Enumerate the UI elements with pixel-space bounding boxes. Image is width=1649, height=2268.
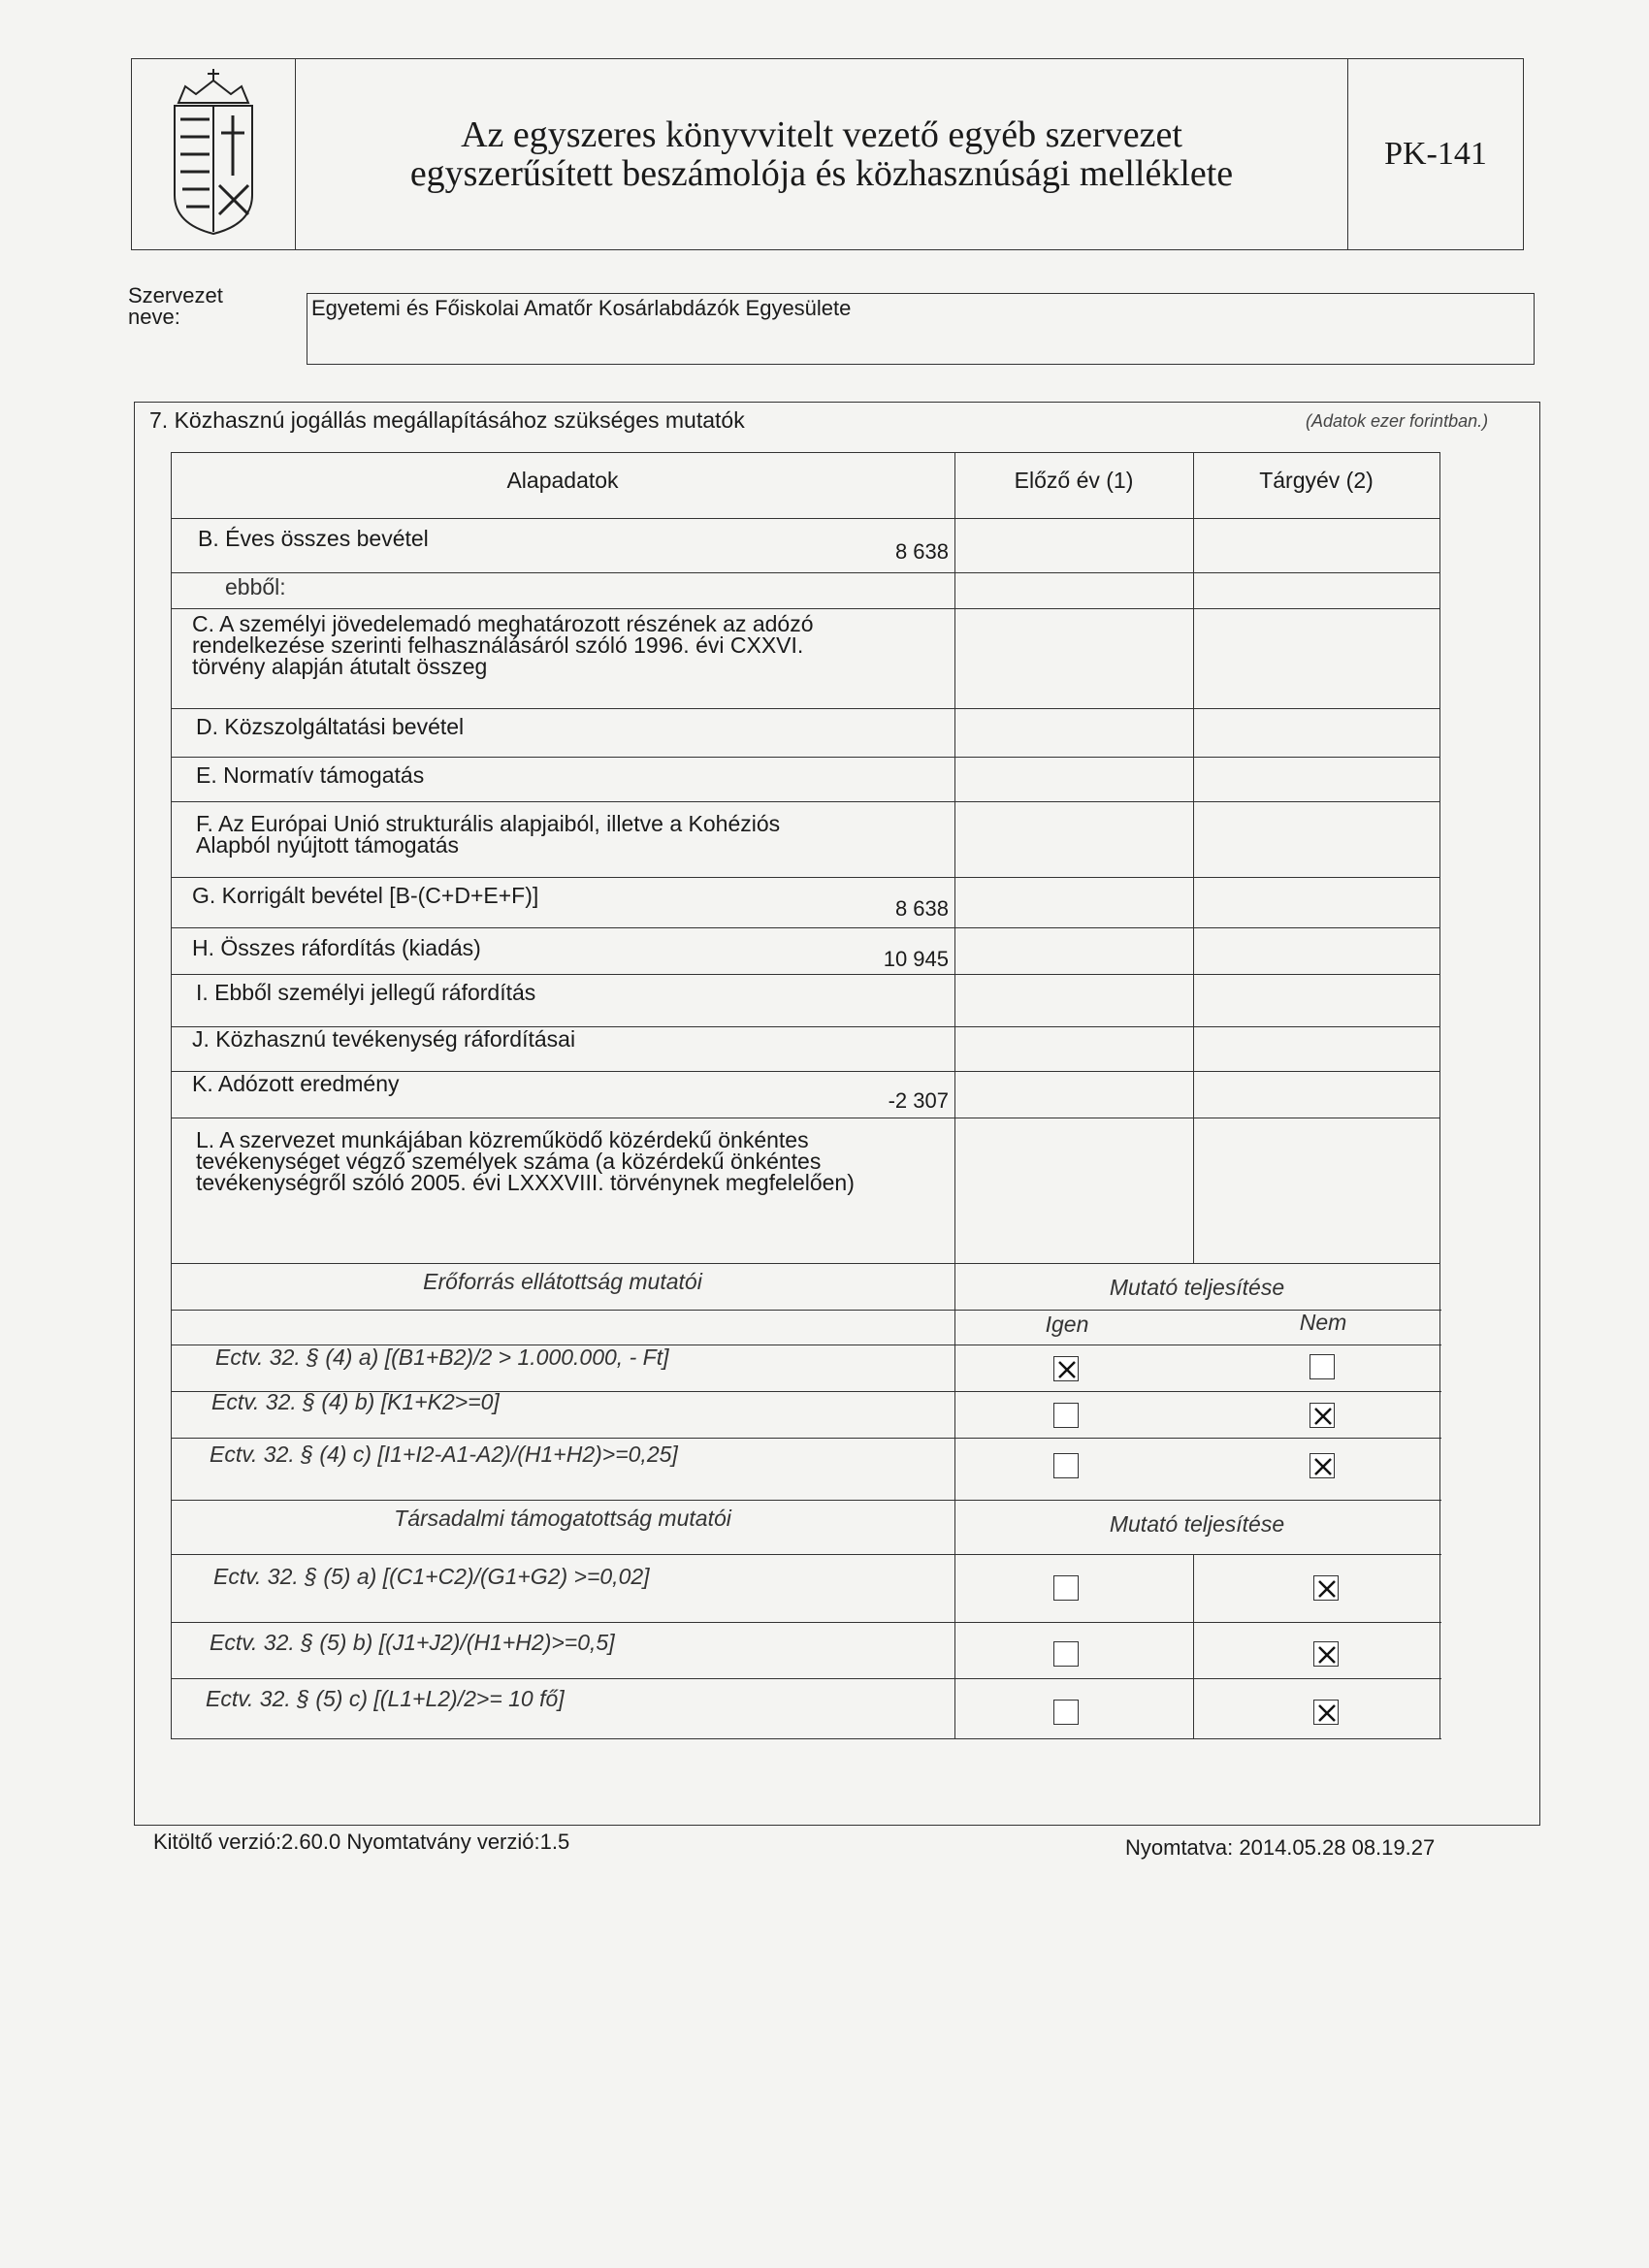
checkbox-resource-b-no[interactable] xyxy=(1310,1403,1335,1428)
checkbox-resource-c-yes[interactable] xyxy=(1053,1453,1079,1478)
resource-item-c-label: Ectv. 32. § (4) c) [I1+I2-A1-A2)/(H1+H2)>=0,25] xyxy=(210,1442,678,1467)
row-label-j: J. Közhasznú tevékenység ráfordításai xyxy=(192,1026,576,1052)
org-name-label: Szervezet neve: xyxy=(128,283,223,329)
row-value-k-prev[interactable]: -2 307 xyxy=(888,1088,949,1113)
col-header-base: Alapadatok xyxy=(506,468,619,493)
row-label-g: G. Korrigált bevétel [B-(C+D+E+F)] xyxy=(192,883,539,908)
form-title xyxy=(295,59,1348,249)
checkbox-resource-c-no[interactable] xyxy=(1310,1453,1335,1478)
row-label-f: F. Az Európai Unió strukturális alapjaiból, illetve a Kohéziós Alapból nyújtott támogatás xyxy=(196,811,781,858)
row-label-l: L. A szervezet munkájában közreműködő közérdekű önkéntes tevékenységet végző személyek száma (a közérdekű önkéntes tevékenységről szóló 2005. évi LXXXVIII. törvénynek megfelelően) xyxy=(196,1127,855,1195)
row-value-g-prev[interactable]: 8 638 xyxy=(894,896,949,921)
form-title-line2: egyszerűsített beszámolója és közhasznúsági melléklete xyxy=(409,153,1234,194)
form-title-line1: Az egyszeres könyvvitelt vezető egyéb szervezet xyxy=(461,114,1182,155)
footer-version: Kitöltő verzió:2.60.0 Nyomtatvány verzió:1.5 xyxy=(153,1830,570,1854)
no-header: Nem xyxy=(1299,1310,1347,1335)
footer-printed: Nyomtatva: 2014.05.28 08.19.27 xyxy=(1125,1835,1436,1860)
resource-item-a-label: Ectv. 32. § (4) a) [(B1+B2)/2 > 1.000.000, - Ft] xyxy=(215,1345,669,1370)
social-item-b-label: Ectv. 32. § (5) b) [(J1+J2)/(H1+H2)>=0,5] xyxy=(210,1630,615,1655)
checkbox-resource-a-no[interactable] xyxy=(1310,1354,1335,1379)
col-header-curr: Tárgyév (2) xyxy=(1259,468,1374,493)
row-label-b: B. Éves összes bevétel xyxy=(198,526,429,551)
row-label-i: I. Ebből személyi jellegű ráfordítás xyxy=(196,980,536,1005)
row-label-k: K. Adózott eredmény xyxy=(192,1071,400,1096)
section-title: 7. Közhasznú jogállás megállapításához szükséges mutatók xyxy=(149,407,745,433)
form-header xyxy=(131,58,1524,250)
col-header-prev: Előző év (1) xyxy=(1014,468,1134,493)
resource-item-b-label: Ectv. 32. § (4) b) [K1+K2>=0] xyxy=(211,1389,500,1414)
checkbox-resource-a-yes[interactable] xyxy=(1053,1356,1079,1381)
row-label-h: H. Összes ráfordítás (kiadás) xyxy=(192,935,481,960)
checkbox-social-c-yes[interactable] xyxy=(1053,1700,1079,1725)
form-code: PK-141 xyxy=(1347,59,1523,249)
checkbox-social-a-yes[interactable] xyxy=(1053,1575,1079,1601)
row-label-d: D. Közszolgáltatási bevétel xyxy=(196,714,465,739)
resource-result-header: Mutató teljesítése xyxy=(1109,1275,1285,1300)
section-unit-note: (Adatok ezer forintban.) xyxy=(1306,411,1489,431)
row-label-e: E. Normatív támogatás xyxy=(196,762,425,788)
social-result-header: Mutató teljesítése xyxy=(1109,1511,1285,1537)
yes-header: Igen xyxy=(1045,1312,1089,1337)
row-label-c: C. A személyi jövedelemadó meghatározott részének az adózó rendelkezése szerinti felhasználásáról szóló 1996. évi CXXVI. törvény alapján átutalt összeg xyxy=(192,611,814,679)
checkbox-social-b-yes[interactable] xyxy=(1053,1641,1079,1667)
social-header: Társadalmi támogatottság mutatói xyxy=(394,1506,731,1531)
checkbox-social-c-no[interactable] xyxy=(1313,1700,1339,1725)
coat-of-arms-logo xyxy=(132,59,296,249)
resource-header: Erőforrás ellátottság mutatói xyxy=(423,1269,702,1294)
social-item-c-label: Ectv. 32. § (5) c) [(L1+L2)/2>= 10 fő] xyxy=(206,1686,565,1711)
row-value-h-prev[interactable]: 10 945 xyxy=(883,947,949,971)
row-label-ebbol: ebből: xyxy=(225,574,286,599)
checkbox-resource-b-yes[interactable] xyxy=(1053,1403,1079,1428)
org-name-field[interactable]: Egyetemi és Főiskolai Amatőr Kosárlabdázók Egyesülete xyxy=(307,293,1535,365)
row-value-b-prev[interactable]: 8 638 xyxy=(894,539,949,564)
checkbox-social-a-no[interactable] xyxy=(1313,1575,1339,1601)
social-item-a-label: Ectv. 32. § (5) a) [(C1+C2)/(G1+G2) >=0,02] xyxy=(213,1564,650,1589)
checkbox-social-b-no[interactable] xyxy=(1313,1641,1339,1667)
